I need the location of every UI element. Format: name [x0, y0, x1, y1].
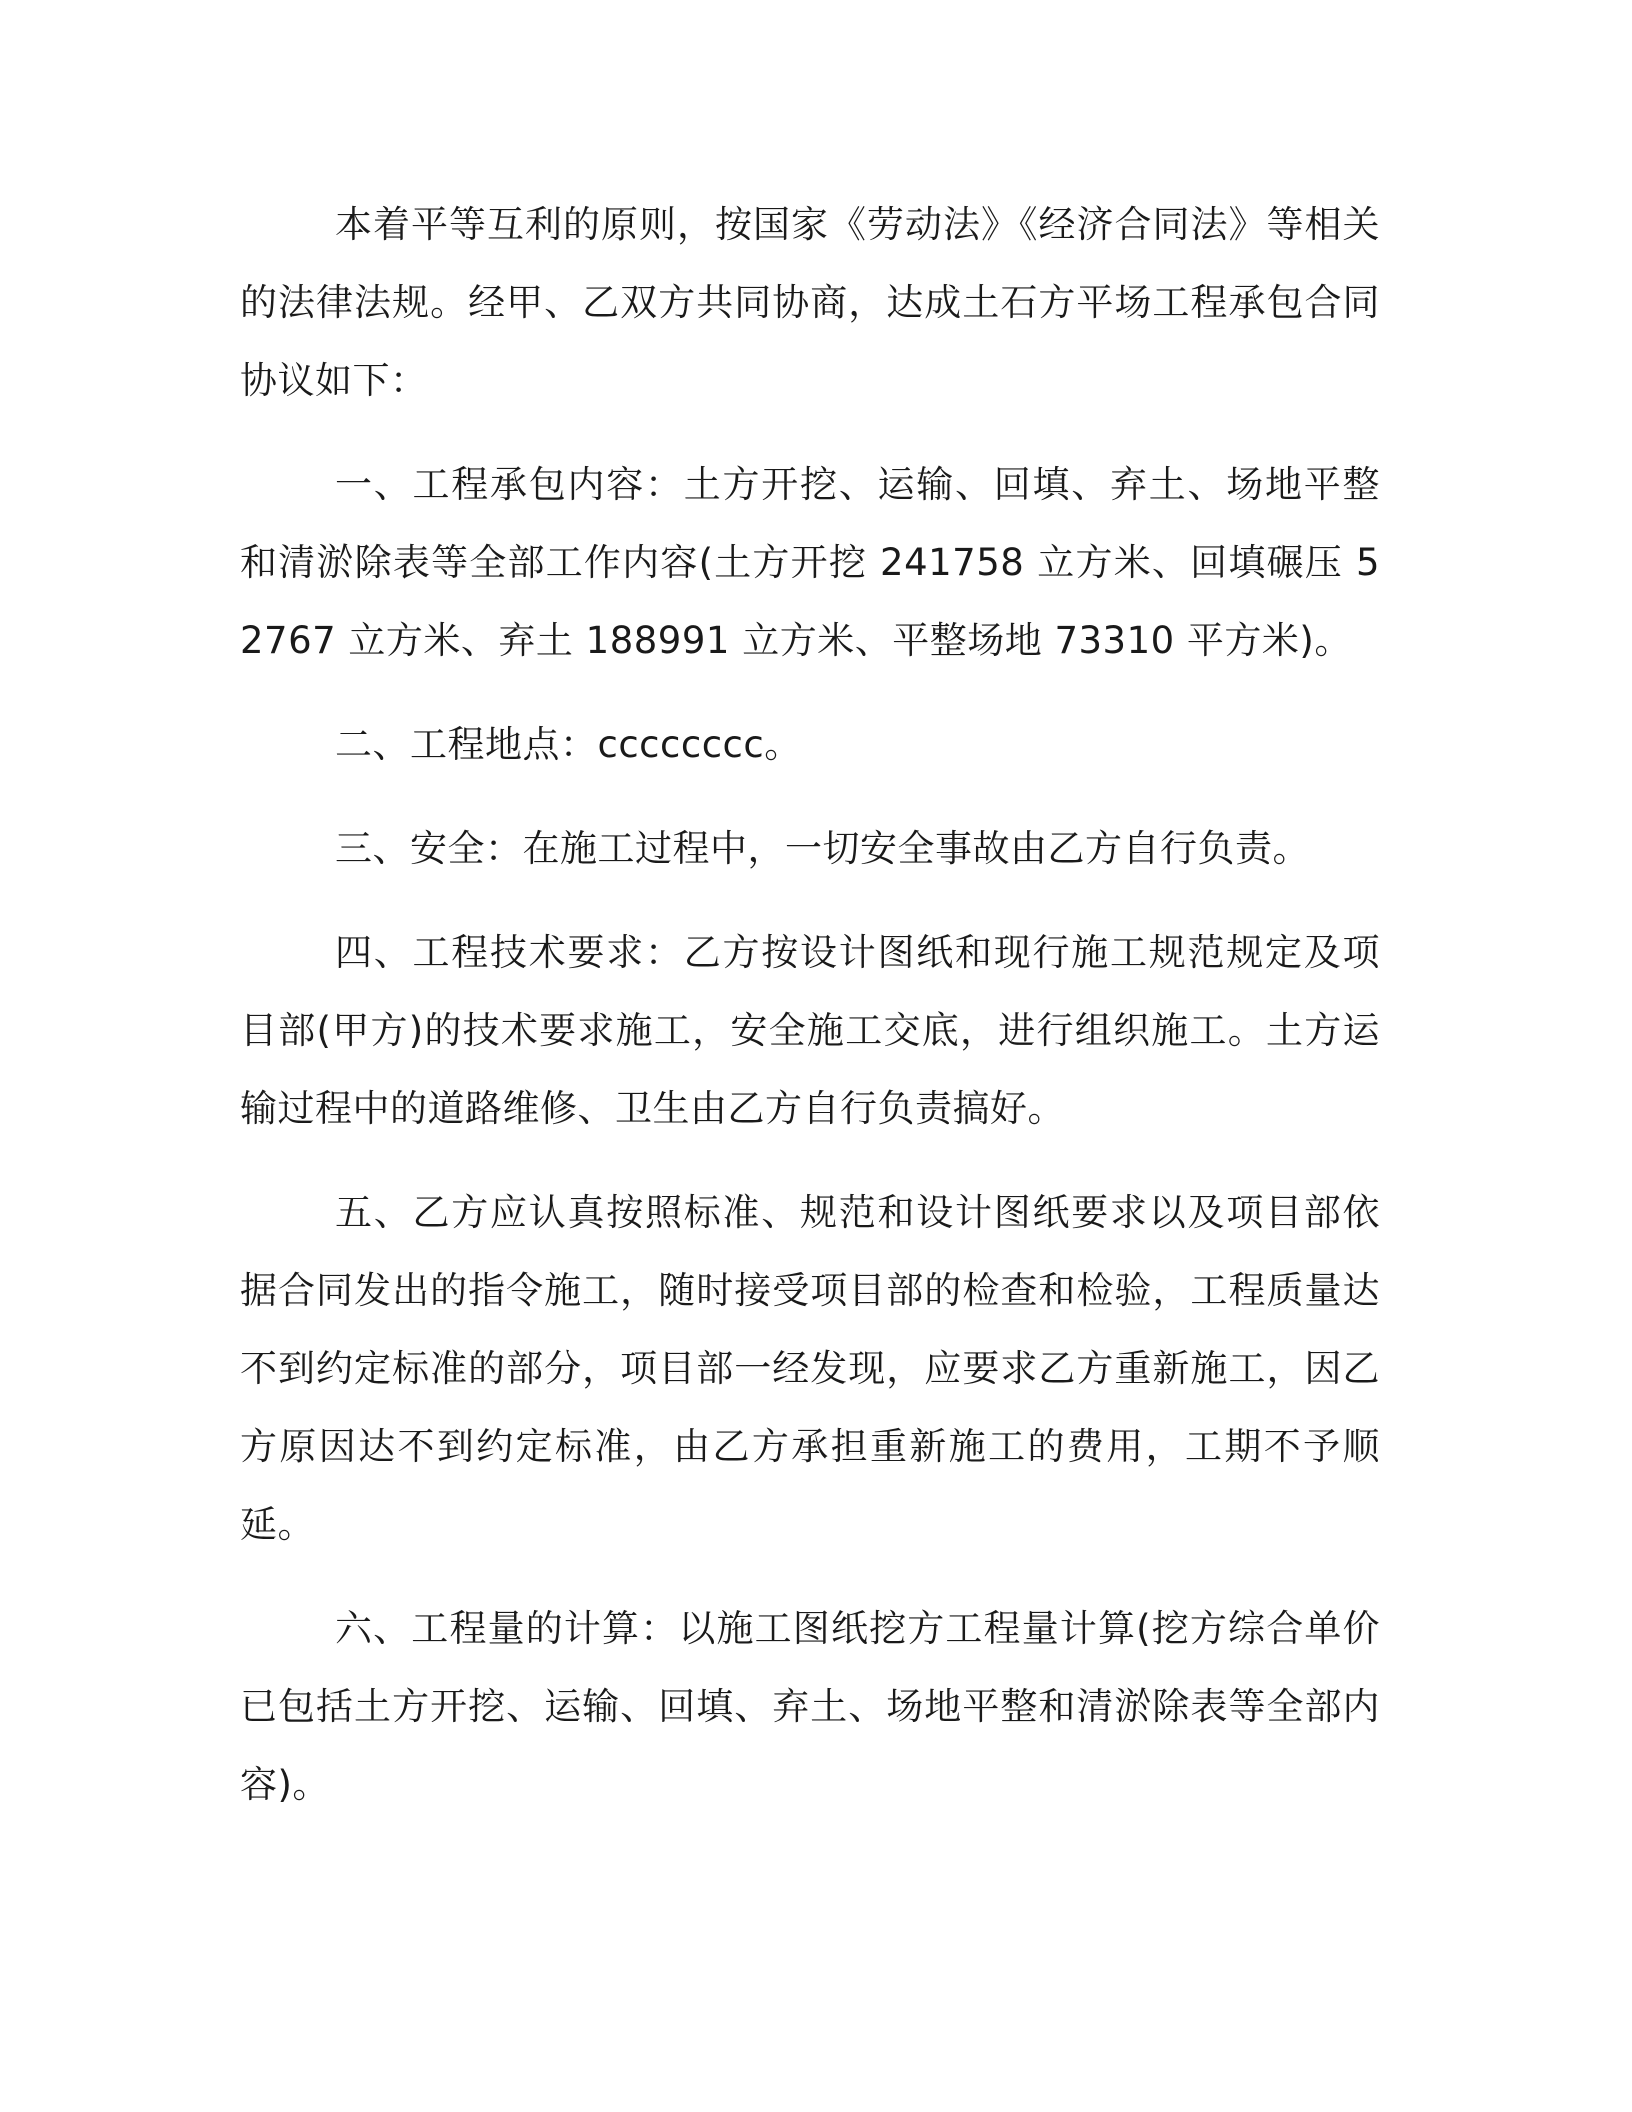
clause-5-quality: 五、乙方应认真按照标准、规范和设计图纸要求以及项目部依据合同发出的指令施工，随时接受项目部的检查和检验，工程质量达不到约定标准的部分，项目部一经发现，应要求乙方重新施工，因乙方原因达不到约定标准，由乙方承担重新施工的费用，工期不予顺延。 [240, 1191, 1380, 1546]
clause-1-scope: 一、工程承包内容：土方开挖、运输、回填、弃土、场地平整和清淤除表等全部工作内容(土方开挖 241758 立方米、回填碾压 52767 立方米、弃土 188991 立方米、平整场地 73310 平方米)。 [240, 463, 1380, 662]
document-body [240, 186, 1380, 1850]
clause-3-safety: 三、安全：在施工过程中，一切安全事故由乙方自行负责。 [335, 827, 1310, 870]
clause-6-quantity: 六、工程量的计算：以施工图纸挖方工程量计算(挖方综合单价已包括土方开挖、运输、回填、弃土、场地平整和清淤除表等全部内容)。 [240, 1607, 1380, 1806]
clause-4-technical: 四、工程技术要求：乙方按设计图纸和现行施工规范规定及项目部(甲方)的技术要求施工，安全施工交底，进行组织施工。土方运输过程中的道路维修、卫生由乙方自行负责搞好。 [240, 931, 1380, 1130]
clause-2-location: 二、工程地点：cccccccc。 [335, 723, 802, 766]
intro-paragraph: 本着平等互利的原则，按国家《劳动法》《经济合同法》等相关的法律法规。经甲、乙双方共同协商，达成土石方平场工程承包合同协议如下： [240, 203, 1380, 402]
